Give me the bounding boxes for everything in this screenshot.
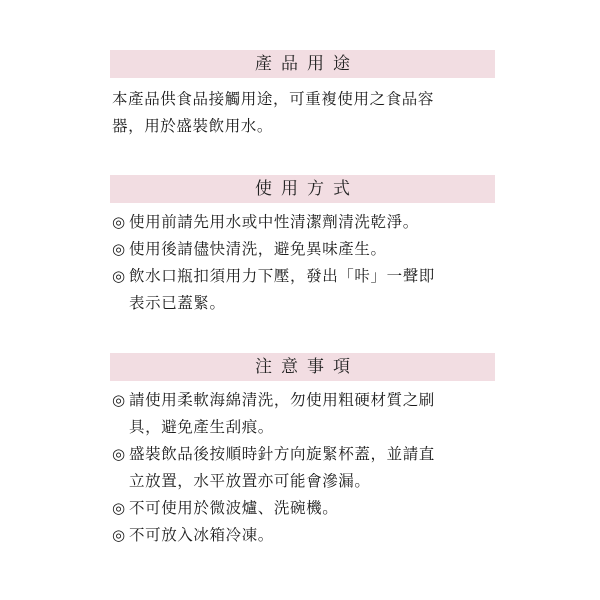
usage-description [112, 86, 495, 140]
section-product-usage [110, 50, 495, 140]
list-item [112, 209, 495, 236]
list-item-text: 請使用柔軟海綿清洗，勿使用粗硬材質之刷 [129, 391, 435, 409]
list-item-text-continued: 表示已蓋緊。 [129, 294, 226, 312]
list-item-text: 飲水口瓶扣須用力下壓，發出「咔」一聲即 [129, 267, 435, 285]
bullet-icon: ◎ [112, 499, 126, 517]
bullet-icon: ◎ [112, 267, 126, 285]
section-title: 產品用途 [255, 54, 359, 74]
bullet-icon: ◎ [112, 445, 126, 463]
list-item-text-continued: 立放置，水平放置亦可能會滲漏。 [129, 472, 371, 490]
list-item [112, 236, 495, 263]
list-item-text: 不可使用於微波爐、洗碗機。 [129, 499, 339, 517]
list-item [112, 387, 495, 441]
list-item-text: 不可放入冰箱冷凍。 [129, 526, 274, 544]
section-title: 使用方式 [255, 179, 359, 199]
section-cautions [110, 353, 495, 549]
bullet-icon: ◎ [112, 240, 126, 258]
bullet-icon: ◎ [112, 526, 126, 544]
section-instructions [110, 175, 495, 317]
bullet-icon: ◎ [112, 213, 126, 231]
list-item-text-continued: 具，避免產生刮痕。 [129, 418, 274, 436]
instructions-list [112, 209, 495, 317]
usage-line: 器，用於盛裝飲用水。 [112, 117, 274, 135]
list-item [112, 522, 495, 549]
section-title: 注意事項 [255, 357, 359, 377]
list-item [112, 495, 495, 522]
list-item [112, 441, 495, 495]
list-item-text: 使用後請儘快清洗，避免異味產生。 [129, 240, 387, 258]
section-header-bar [110, 353, 495, 381]
list-item-text: 使用前請先用水或中性清潔劑清洗乾淨。 [129, 213, 419, 231]
cautions-list [112, 387, 495, 549]
list-item-text: 盛裝飲品後按順時針方向旋緊杯蓋，並請直 [129, 445, 435, 463]
bullet-icon: ◎ [112, 391, 126, 409]
section-header-bar [110, 175, 495, 203]
usage-line: 本產品供食品接觸用途，可重複使用之食品容 [112, 90, 435, 108]
list-item [112, 263, 495, 317]
section-header-bar [110, 50, 495, 78]
